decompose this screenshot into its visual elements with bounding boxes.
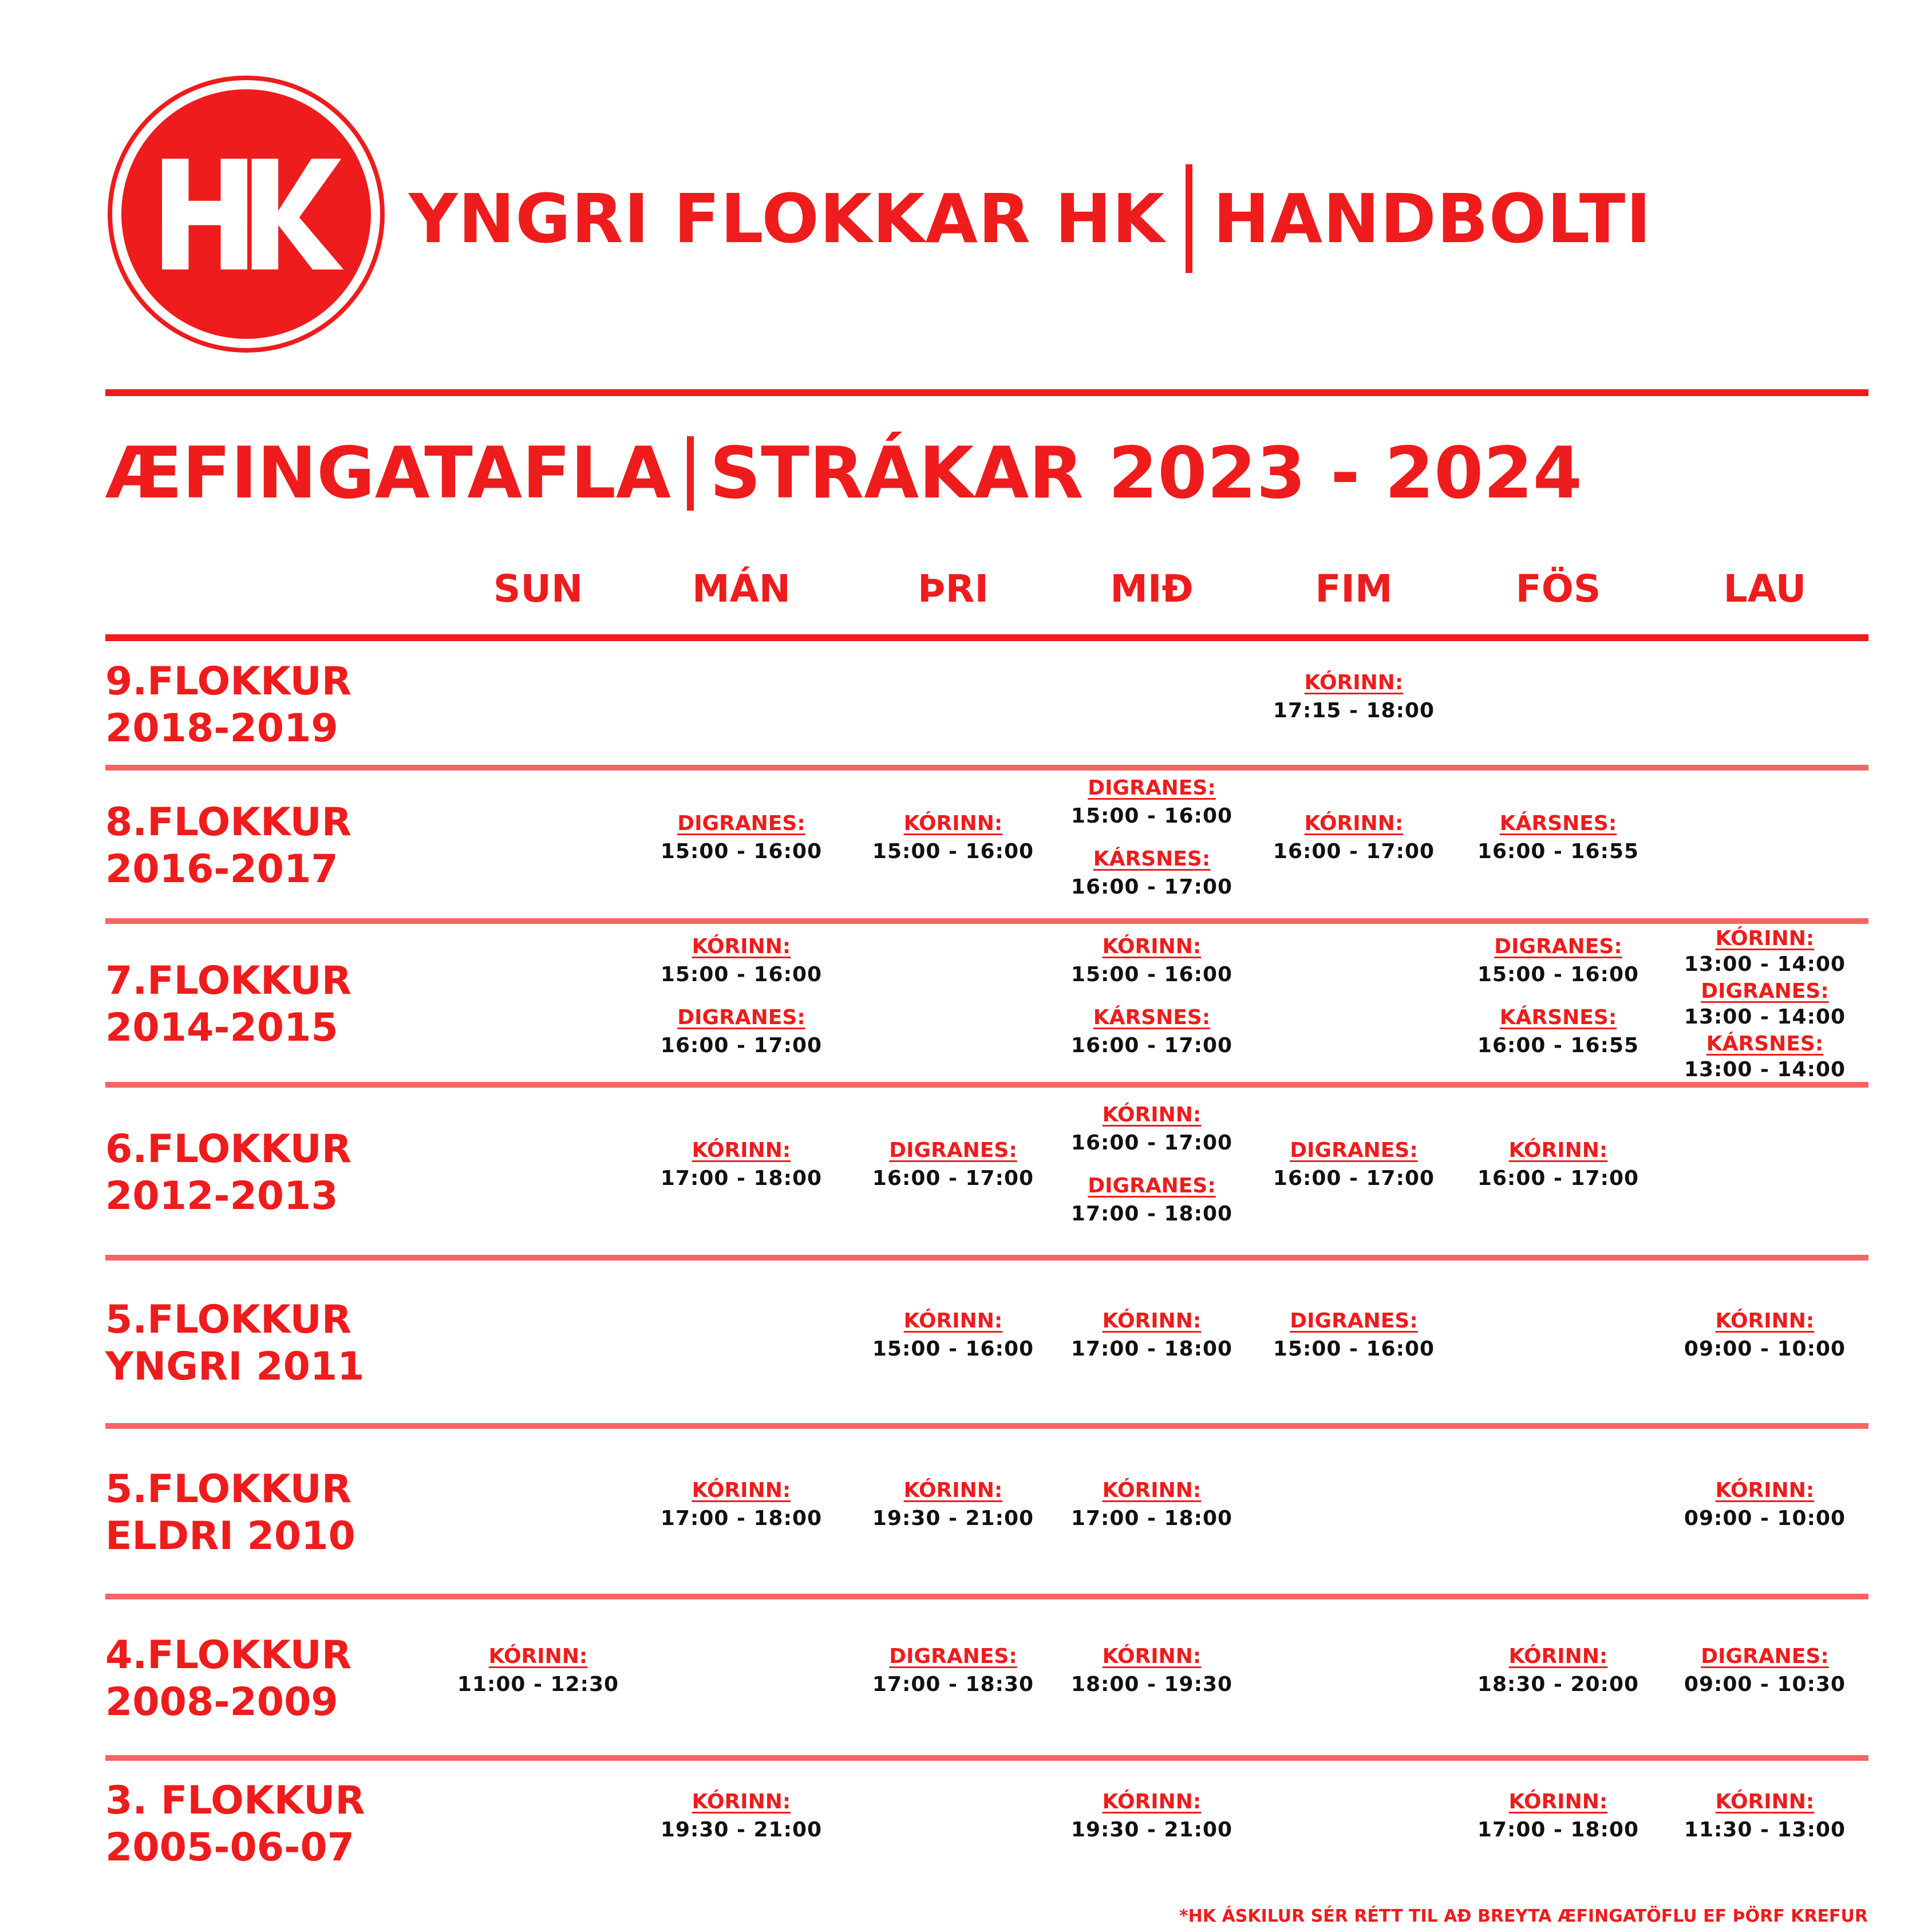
session-entry <box>1668 926 1862 977</box>
group-label <box>105 1777 365 1871</box>
group-name: 7.FLOKKUR <box>105 958 352 1003</box>
session-location: DIGRANES: <box>889 1139 1017 1162</box>
session-entry <box>1054 1173 1249 1229</box>
row-divider <box>105 1423 1868 1429</box>
session-time: 16:00 - 17:00 <box>872 1167 1034 1190</box>
session-entry <box>1054 1308 1249 1364</box>
group-label <box>105 658 351 752</box>
session-time: 16:00 - 17:00 <box>1070 1131 1233 1155</box>
session-time: 18:00 - 19:30 <box>1070 1673 1233 1696</box>
group-label <box>105 1126 351 1220</box>
footnote: *HK ÁSKILUR SÉR RÉTT TIL AÐ BREYTA ÆFINGATÖFLU EF ÞÖRF KREFUR <box>1179 1906 1868 1926</box>
session-time: 19:30 - 21:00 <box>872 1507 1034 1530</box>
row-divider <box>105 1255 1868 1261</box>
session-entry <box>1054 775 1249 831</box>
group-label <box>105 1466 355 1560</box>
session-entry <box>1054 934 1249 990</box>
page-header <box>409 161 1652 276</box>
session-entry <box>1461 1643 1656 1700</box>
session-time: 09:00 - 10:00 <box>1684 1337 1846 1361</box>
session-location: KÓRINN: <box>1102 1103 1202 1127</box>
day-header-6: FÖS <box>1515 567 1601 611</box>
session-location: KÓRINN: <box>1715 1790 1815 1814</box>
session-time: 15:00 - 16:00 <box>1477 963 1639 986</box>
session-entry <box>1461 1005 1656 1061</box>
session-location: DIGRANES: <box>1290 1139 1418 1162</box>
session-location: DIGRANES: <box>1088 1174 1216 1198</box>
group-name: 5.FLOKKUR <box>105 1297 352 1342</box>
session-time: 16:00 - 16:55 <box>1477 840 1639 863</box>
session-entry <box>856 1137 1050 1194</box>
group-name: 4.FLOKKUR <box>105 1633 352 1678</box>
session-time: 15:00 - 16:00 <box>1070 963 1233 986</box>
day-header-4: MIÐ <box>1110 567 1194 611</box>
session-time: 17:00 - 18:00 <box>660 1167 823 1190</box>
session-time: 13:00 - 14:00 <box>1684 1005 1846 1029</box>
session-entry <box>644 1137 839 1194</box>
group-years: 2012-2013 <box>105 1174 338 1219</box>
session-time: 17:00 - 18:30 <box>872 1673 1034 1696</box>
session-entry <box>1054 1789 1249 1845</box>
session-time: 13:00 - 14:00 <box>1684 1058 1846 1081</box>
session-time: 15:00 - 16:00 <box>660 840 823 863</box>
session-entry <box>1461 1789 1656 1845</box>
session-location: KÓRINN: <box>488 1645 588 1668</box>
session-location: DIGRANES: <box>1088 776 1216 800</box>
session-entry <box>1668 978 1862 1030</box>
day-header-3: ÞRI <box>917 567 989 611</box>
hk-logo-letters <box>112 80 380 348</box>
session-entry <box>644 1005 839 1061</box>
session-time: 17:15 - 18:00 <box>1273 699 1435 722</box>
session-location: KÁRSNES: <box>1093 847 1211 871</box>
session-entry <box>1668 1643 1862 1700</box>
session-time: 09:00 - 10:00 <box>1684 1507 1846 1530</box>
session-entry <box>1257 811 1451 867</box>
session-time: 17:00 - 18:00 <box>1070 1507 1233 1530</box>
session-location: KÓRINN: <box>1508 1139 1608 1162</box>
session-entry <box>644 1789 839 1845</box>
session-entry <box>1461 1137 1656 1194</box>
header-sport: HANDBOLTI <box>1213 179 1652 258</box>
group-years: 2008-2009 <box>105 1680 338 1725</box>
session-entry <box>1054 1005 1249 1061</box>
session-time: 11:00 - 12:30 <box>457 1673 619 1696</box>
session-entry <box>1668 1308 1862 1364</box>
group-name: 8.FLOKKUR <box>105 800 352 845</box>
schedule-title-right: STRÁKAR 2023 - 2024 <box>709 432 1582 515</box>
session-location: KÁRSNES: <box>1706 1032 1824 1056</box>
table-header-rule <box>105 634 1868 641</box>
session-entry <box>856 1477 1050 1534</box>
day-header-7: LAU <box>1723 567 1807 611</box>
session-entry <box>856 1308 1050 1364</box>
session-time: 15:00 - 16:00 <box>1070 804 1233 828</box>
session-entry <box>1054 1477 1249 1534</box>
session-time: 13:00 - 14:00 <box>1684 953 1846 976</box>
session-location: DIGRANES: <box>1701 1645 1829 1668</box>
session-entry <box>1054 846 1249 902</box>
group-years: ELDRI 2010 <box>105 1514 355 1559</box>
session-time: 15:00 - 16:00 <box>660 963 823 986</box>
group-years: 2014-2015 <box>105 1005 338 1050</box>
session-location: KÓRINN: <box>1715 927 1815 950</box>
session-location: KÓRINN: <box>1102 1790 1202 1814</box>
day-header-5: FIM <box>1315 567 1393 611</box>
session-location: KÓRINN: <box>1102 1309 1202 1333</box>
session-entry <box>1257 1308 1451 1364</box>
session-entry <box>1668 1477 1862 1534</box>
session-location: KÓRINN: <box>903 1479 1003 1502</box>
session-time: 17:00 - 18:00 <box>660 1507 823 1530</box>
group-label <box>105 1297 365 1390</box>
session-location: DIGRANES: <box>677 812 805 835</box>
session-location: KÓRINN: <box>1715 1479 1815 1502</box>
session-location: KÁRSNES: <box>1093 1006 1211 1029</box>
hk-logo <box>108 76 385 353</box>
header-separator <box>1186 164 1192 273</box>
session-location: KÓRINN: <box>692 935 791 958</box>
session-time: 15:00 - 16:00 <box>1273 1337 1435 1361</box>
session-entry <box>1257 1137 1451 1194</box>
session-entry <box>1054 1643 1249 1700</box>
session-time: 16:00 - 17:00 <box>1273 1167 1435 1190</box>
group-name: 5.FLOKKUR <box>105 1467 352 1512</box>
row-divider <box>105 765 1868 771</box>
row-divider <box>105 1082 1868 1088</box>
session-entry <box>644 811 839 867</box>
session-entry <box>1668 1031 1862 1082</box>
session-location: DIGRANES: <box>1701 979 1829 1003</box>
session-time: 15:00 - 16:00 <box>872 1337 1034 1361</box>
session-entry <box>1257 670 1451 726</box>
schedule-title-left: ÆFINGATAFLA <box>105 432 671 515</box>
group-label <box>105 799 351 893</box>
session-location: KÓRINN: <box>903 1309 1003 1333</box>
session-entry <box>856 811 1050 867</box>
session-time: 16:00 - 16:55 <box>1477 1034 1639 1057</box>
session-entry <box>644 934 839 990</box>
session-location: KÓRINN: <box>1102 1645 1202 1668</box>
row-divider <box>105 918 1868 924</box>
session-time: 17:00 - 18:00 <box>1070 1202 1233 1226</box>
group-years: 2016-2017 <box>105 847 338 892</box>
session-location: DIGRANES: <box>889 1645 1017 1668</box>
session-location: KÓRINN: <box>1102 935 1202 958</box>
schedule-title <box>105 430 1582 516</box>
group-years: 2018-2019 <box>105 706 338 751</box>
day-header-1: SUN <box>493 567 583 611</box>
session-entry <box>1054 1102 1249 1158</box>
session-entry <box>1461 934 1656 990</box>
session-location: KÓRINN: <box>692 1139 791 1162</box>
row-divider <box>105 1594 1868 1599</box>
session-entry <box>856 1643 1050 1700</box>
header-rule <box>105 389 1868 396</box>
session-entry <box>1668 1789 1862 1845</box>
session-location: KÓRINN: <box>1304 812 1404 835</box>
group-name: 3. FLOKKUR <box>105 1778 365 1823</box>
session-time: 16:00 - 17:00 <box>1070 1034 1233 1057</box>
session-time: 16:00 - 17:00 <box>1070 875 1233 899</box>
group-years: YNGRI 2011 <box>105 1344 365 1389</box>
session-location: KÁRSNES: <box>1499 812 1617 835</box>
session-entry <box>441 1643 635 1700</box>
session-location: KÓRINN: <box>1715 1309 1815 1333</box>
group-label <box>105 958 351 1052</box>
session-location: KÓRINN: <box>1304 671 1404 694</box>
day-header-2: MÁN <box>692 567 791 611</box>
session-location: KÓRINN: <box>1508 1790 1608 1814</box>
group-label <box>105 1632 351 1726</box>
session-time: 11:30 - 13:00 <box>1684 1818 1846 1842</box>
session-location: KÓRINN: <box>1102 1479 1202 1502</box>
session-location: DIGRANES: <box>677 1006 805 1029</box>
session-time: 17:00 - 18:00 <box>1477 1818 1639 1842</box>
session-time: 16:00 - 17:00 <box>1477 1167 1639 1190</box>
group-name: 9.FLOKKUR <box>105 659 352 704</box>
session-location: KÓRINN: <box>692 1479 791 1502</box>
session-location: KÓRINN: <box>1508 1645 1608 1668</box>
session-time: 17:00 - 18:00 <box>1070 1337 1233 1361</box>
session-time: 19:30 - 21:00 <box>660 1818 823 1842</box>
group-name: 6.FLOKKUR <box>105 1127 352 1172</box>
session-time: 09:00 - 10:30 <box>1684 1673 1846 1696</box>
group-years: 2005-06-07 <box>105 1825 354 1870</box>
row-divider <box>105 1755 1868 1761</box>
session-time: 19:30 - 21:00 <box>1070 1818 1233 1842</box>
session-location: KÓRINN: <box>692 1790 791 1814</box>
session-entry <box>1461 811 1656 867</box>
session-location: KÁRSNES: <box>1499 1006 1617 1029</box>
session-location: DIGRANES: <box>1494 935 1622 958</box>
session-time: 18:30 - 20:00 <box>1477 1673 1639 1696</box>
session-location: KÓRINN: <box>903 812 1003 835</box>
session-time: 16:00 - 17:00 <box>660 1034 823 1057</box>
session-entry <box>644 1477 839 1534</box>
session-time: 15:00 - 16:00 <box>872 840 1034 863</box>
schedule-title-separator <box>687 436 694 511</box>
session-time: 16:00 - 17:00 <box>1273 840 1435 863</box>
session-location: DIGRANES: <box>1290 1309 1418 1333</box>
header-title: YNGRI FLOKKAR HK <box>409 179 1165 258</box>
